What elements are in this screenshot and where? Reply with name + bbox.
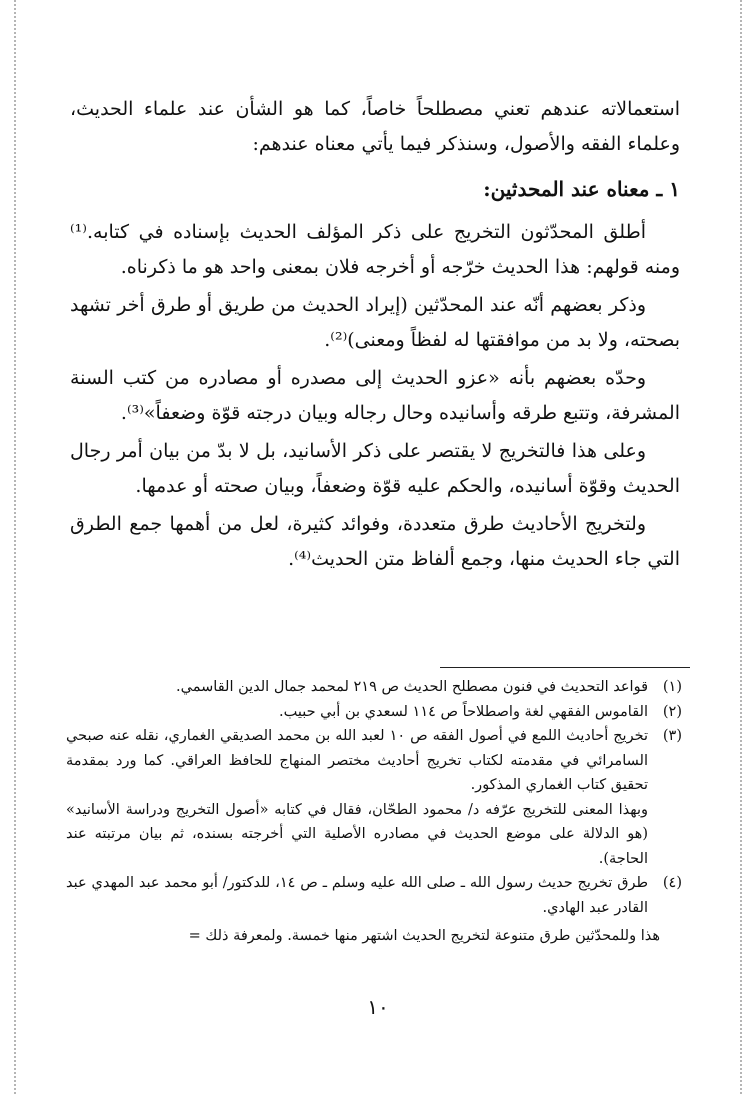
footnote-separator	[440, 667, 690, 668]
footnote-text: طرق تخريج حديث رسول الله ـ صلى الله عليه وسلم ـ ص ١٤، للدكتور/ أبو محمد عبد المهدي عبد القادر عبد الهادي.	[66, 875, 648, 916]
paragraph-2: وذكر بعضهم أنّه عند المحدّثين (إيراد الحديث من طريق أو طرق أخر تشهد بصحته، ولا بد من موافقتها له لفظاً ومعنى)⁽²⁾.	[70, 294, 680, 351]
footnote-number: (٢)	[662, 703, 682, 720]
right-dotted-border	[740, 0, 742, 1094]
paragraph-1: أطلق المحدّثون التخريج على ذكر المؤلف الحديث بإسناده في كتابه.⁽¹⁾ ومنه قولهم: هذا الحديث خرّجه أو أخرجه فلان بمعنى واحد هو ما ذكرناه.	[70, 221, 680, 278]
footnotes	[66, 675, 682, 949]
footnote-4	[66, 871, 682, 920]
footnote-3	[66, 724, 682, 798]
footnote-text: تخريج أحاديث اللمع في أصول الفقه ص ١٠ لعبد الله بن محمد الصديقي الغماري، نقله عنه صبحي السامرائي في مقدمته لكتاب تخريج أحاديث مختصر المنهاج للحافظ العراقي. كما ورد بمقدمة تحقيق كتاب الغماري المذكور.	[66, 728, 648, 793]
footnote-number: (٣)	[662, 728, 682, 744]
section-heading: ١ ـ معناه عند المحدثين:	[483, 177, 680, 201]
footnote-2	[66, 700, 682, 725]
page-number: ١٠	[367, 995, 389, 1019]
footnote-number: (١)	[662, 679, 682, 695]
footnote-4-continuation: هذا وللمحدّثين طرق متنوعة لتخريج الحديث اشتهر منها خمسة. ولمعرفة ذلك =	[188, 928, 660, 944]
main-text	[70, 92, 680, 580]
footnote-text: قواعد التحديث في فنون مصطلح الحديث ص ٢١٩ لمحمد جمال الدين القاسمي.	[176, 679, 648, 695]
footnote-1	[66, 675, 682, 700]
paragraph-4: وعلى هذا فالتخريج لا يقتصر على ذكر الأسانيد، بل لا بدّ من بيان أمر رجال الحديث وقوّة أسانيده، والحكم عليه قوّة وضعفاً، وبيان صحته أو عدمها.	[70, 440, 680, 497]
footnote-text: القاموس الفقهي لغة واصطلاحاً ص ١١٤ لسعدي بن أبي حبيب.	[279, 703, 648, 720]
intro-paragraph: استعمالاته عندهم تعني مصطلحاً خاصاً، كما هو الشأن عند علماء الحديث، وعلماء الفقه والأصول، وسنذكر فيما يأتي معناه عندهم:	[70, 98, 680, 155]
left-dotted-border	[14, 0, 16, 1094]
paragraph-3: وحدّه بعضهم بأنه «عزو الحديث إلى مصدره أو مصادره من كتب السنة المشرفة، وتتبع طرقه وأسانيده وحال رجاله وبيان درجته قوّة وضعفاً»⁽³⁾.	[70, 367, 680, 424]
paragraph-5: ولتخريج الأحاديث طرق متعددة، وفوائد كثيرة، لعل من أهمها جمع الطرق التي جاء الحديث منها، وجمع ألفاظ متن الحديث⁽⁴⁾.	[70, 513, 680, 570]
footnote-3-continuation: وبهذا المعنى للتخريج عرّفه د/ محمود الطحّان، فقال في كتابه «أصول التخريج ودراسة الأسانيد» (هو الدلالة على موضع الحديث في مصادره الأصلية التي أخرجته بسنده، ثم بيان مرتبته عند الحاجة).	[66, 801, 648, 867]
footnote-number: (٤)	[662, 875, 682, 891]
